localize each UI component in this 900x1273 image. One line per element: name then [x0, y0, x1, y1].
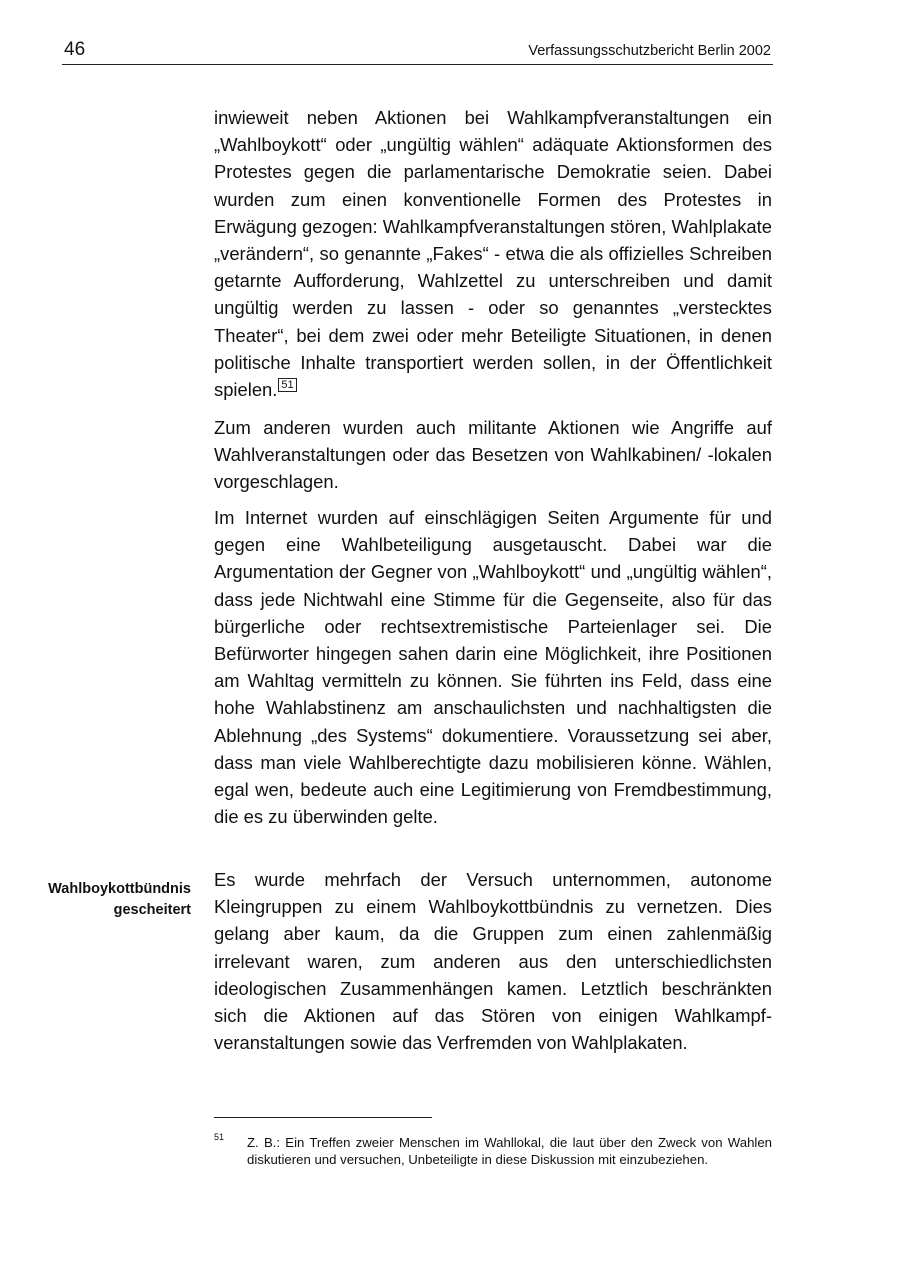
- margin-note: [20, 879, 191, 921]
- footnote-reference-51[interactable]: 51: [278, 378, 296, 392]
- margin-note-line-2: gescheitert: [113, 902, 191, 918]
- paragraph-4: Es wurde mehrfach der Versuch unternommen, autonome Kleingruppen zu einem Wahlboykottbündnis zu vernetzen. Dies gelang aber kaum, da die Gruppen zum einen zahlenmäßig irrelevant waren, zum anderen aus den unterschiedlichsten ideologischen Zusammenhängen kamen. Letztlich beschränkten sich die Aktionen auf das Stören von einigen Wahlkampfveranstaltungen sowie das Verfremden von Wahlplakaten.: [214, 869, 772, 1054]
- page-number: 46: [64, 39, 86, 60]
- running-title: Verfassungsschutzbericht Berlin 2002: [528, 43, 771, 59]
- footnote-text: Z. B.: Ein Treffen zweier Menschen im Wahllokal, die laut über den Zweck von Wahlen diskutieren und versuchen, Unbeteiligte in diese Diskussion mit einzubeziehen.: [247, 1135, 772, 1167]
- paragraph-1-text: inwieweit neben Aktionen bei Wahlkampfveranstaltungen ein „Wahlboykott“ oder „ungültig wählen“ adäquate Aktionsformen des Protestes gegen die parlamentarische Demokratie seien. Dabei wurden zum einen konventionelle Formen des Protestes in Erwägung gezogen: Wahlkampfveranstaltungen stören, Wahlplakate „verändern“, so genannte „Fakes“ - etwa die als offizielles Schreiben getarnte Aufforderung, Wahlzettel zu unterschreiben und damit ungültig werden zu lassen - oder so genanntes „verstecktes Theater“, bei dem zwei oder mehr Beteiligte Situationen, in denen politische Inhalte transportiert werden sollen, in der Öffentlichkeit spielen.: [214, 107, 772, 401]
- paragraph-3: Im Internet wurden auf einschlägigen Seiten Argumente für und gegen eine Wahlbeteiligung ausgetauscht. Dabei war die Argumentation der Gegner von „Wahlboykott“ und „ungültig wählen“, dass jede Nichtwahl eine Stimme für die Gegenseite, also für das bürgerliche oder rechtsextremistische Parteienlager sei. Die Befürworter hingegen sahen darin eine Möglichkeit, ihre Positionen am Wahltag vermitteln zu können. Sie führten ins Feld, dass eine hohe Wahlabstinenz am anschaulichsten und nachhaltigsten die Ablehnung „des Systems“ dokumentiere. Voraussetzung sei aber, dass man viele Wahlberechtigte dazu mobilisieren könne. Wählen, egal wen, bedeute auch eine Legitimierung von Fremdbestimmung, die es zu überwinden gelte.: [214, 507, 772, 828]
- paragraph-1: [214, 104, 772, 403]
- footnote-number: 51: [214, 1132, 225, 1142]
- paragraph-2: Zum anderen wurden auch militante Aktionen wie Angriffe auf Wahlveranstaltungen oder das Besetzen von Wahlkabinen/ -lokalen vorgeschlagen.: [214, 417, 772, 493]
- page-header: [62, 40, 773, 65]
- footnote-separator: [214, 1117, 432, 1118]
- margin-note-line-1: Wahlboykottbündnis: [48, 881, 191, 897]
